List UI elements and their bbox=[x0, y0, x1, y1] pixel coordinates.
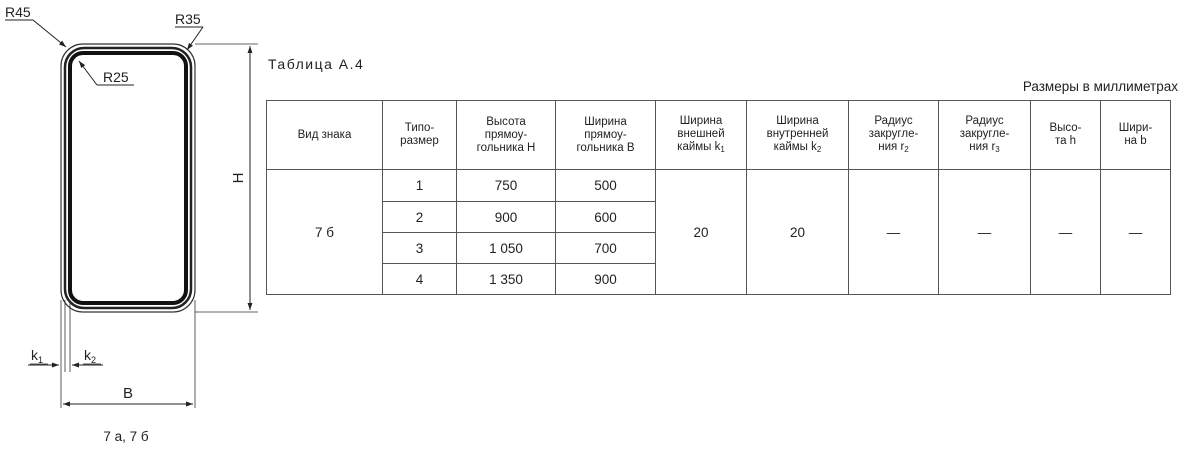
k2-label: $k_2$ bbox=[84, 347, 97, 365]
radius-leader-r25 bbox=[79, 61, 97, 85]
header-radius-r2: Радиус закругле- ния $r_2$ bbox=[849, 101, 939, 170]
cell-size: 3 bbox=[383, 233, 457, 264]
header-height-h: Высо- та h bbox=[1031, 101, 1101, 170]
dimensions-table bbox=[266, 100, 1171, 295]
cell-size: 1 bbox=[383, 170, 457, 202]
radius-label-r45: R45 bbox=[5, 4, 31, 20]
radius-label-r35: R35 bbox=[175, 11, 201, 27]
cell-height: 900 bbox=[457, 202, 556, 233]
cell-radius-r2: — bbox=[849, 170, 939, 295]
header-sign-type: Вид знака bbox=[267, 101, 383, 170]
radius-label-r25: R25 bbox=[103, 69, 129, 85]
cell-height: 750 bbox=[457, 170, 556, 202]
header-size-type: Типо- размер bbox=[383, 101, 457, 170]
figure-caption: 7 а, 7 б bbox=[103, 429, 149, 444]
cell-width: 700 bbox=[556, 233, 656, 264]
header-radius-r3: Радиус закругле- ния $r_3$ bbox=[939, 101, 1031, 170]
cell-width-b: — bbox=[1101, 170, 1171, 295]
header-rect-width: Ширина прямоу- гольника B bbox=[556, 101, 656, 170]
cell-height: 1 050 bbox=[457, 233, 556, 264]
header-width-b: Шири- на b bbox=[1101, 101, 1171, 170]
header-rect-height: Высота прямоу- гольника H bbox=[457, 101, 556, 170]
cell-width: 900 bbox=[556, 264, 656, 295]
cell-height-h: — bbox=[1031, 170, 1101, 295]
cell-height: 1 350 bbox=[457, 264, 556, 295]
table-header-row bbox=[267, 101, 1171, 170]
radius-leader-r45 bbox=[33, 20, 66, 47]
sign-drawing bbox=[0, 0, 262, 452]
cell-width: 600 bbox=[556, 202, 656, 233]
header-inner-border: Ширина внутренней каймы $k_2$ bbox=[747, 101, 849, 170]
sign-outer-border bbox=[65, 48, 191, 308]
cell-sign-type: 7 б bbox=[267, 170, 383, 295]
cell-width: 500 bbox=[556, 170, 656, 202]
cell-radius-r3: — bbox=[939, 170, 1031, 295]
table-title: Таблица А.4 bbox=[268, 56, 365, 72]
table-row bbox=[267, 170, 1171, 202]
radius-leader-r35 bbox=[187, 27, 203, 50]
height-dimension-label: H bbox=[230, 172, 247, 184]
cell-inner-border: 20 bbox=[747, 170, 849, 295]
k1-label: $k_1$ bbox=[31, 347, 44, 365]
cell-outer-border: 20 bbox=[656, 170, 747, 295]
header-outer-border: Ширина внешней каймы $k_1$ bbox=[656, 101, 747, 170]
cell-size: 2 bbox=[383, 202, 457, 233]
width-dimension-label: B bbox=[122, 385, 134, 402]
cell-size: 4 bbox=[383, 264, 457, 295]
table-units-note: Размеры в миллиметрах bbox=[1022, 79, 1178, 94]
sign-inner-border bbox=[70, 53, 186, 303]
